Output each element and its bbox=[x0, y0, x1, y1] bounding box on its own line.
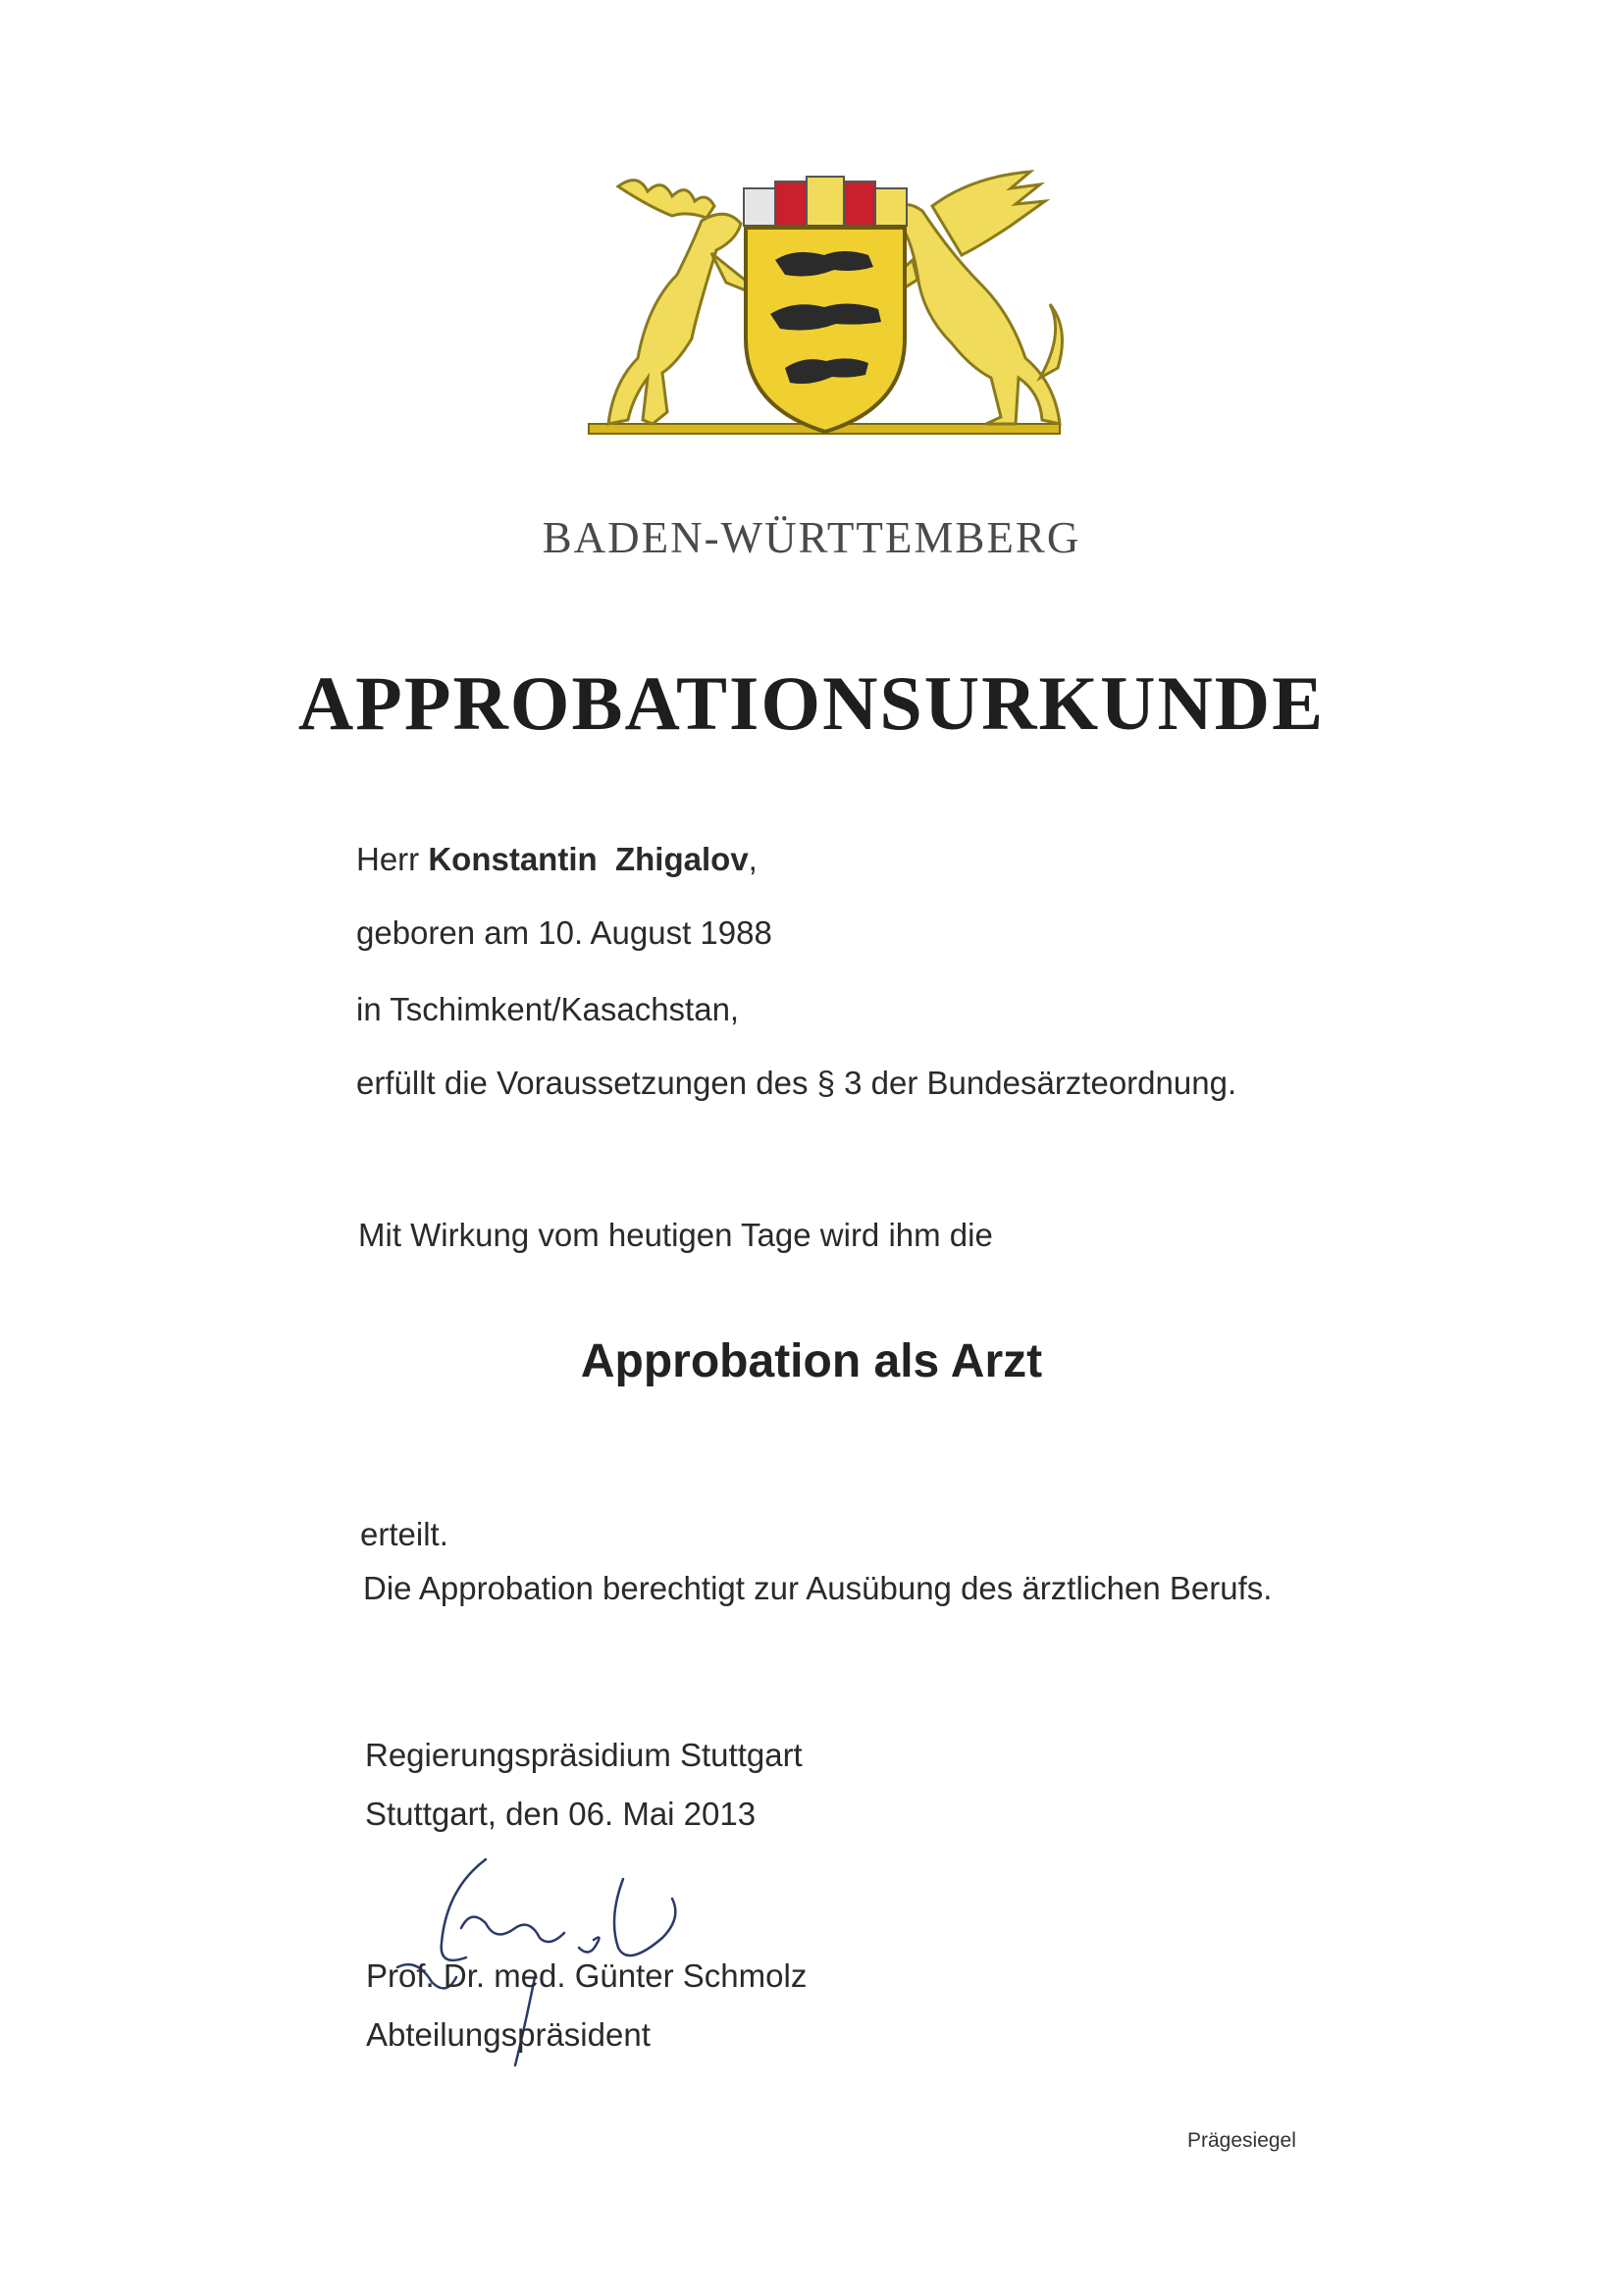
state-name: BADEN-WÜRTTEMBERG bbox=[542, 513, 1081, 562]
recipient-name: Konstantin Zhigalov bbox=[428, 841, 749, 877]
signatory-role: Abteilungspräsident bbox=[366, 2016, 651, 2053]
signatory-name: Prof. Dr. med. Günter Schmolz bbox=[366, 1957, 808, 1994]
salutation: Herr bbox=[356, 841, 420, 877]
document-title: APPROBATIONSURKUNDE bbox=[297, 660, 1326, 746]
issuing-authority: Regierungspräsidium Stuttgart bbox=[365, 1737, 803, 1773]
place-date: Stuttgart, den 06. Mai 2013 bbox=[365, 1796, 757, 1832]
effect-line: Mit Wirkung vom heutigen Tage wird ihm die bbox=[358, 1217, 993, 1253]
crown-shields bbox=[744, 177, 907, 226]
recipient-line bbox=[356, 841, 758, 878]
birth-date-line: geboren am 10. August 1988 bbox=[356, 914, 772, 951]
requirement-line: erfüllt die Voraussetzungen des § 3 der Bundesärzteordnung. bbox=[356, 1065, 1237, 1101]
granted-line: erteilt. bbox=[360, 1516, 448, 1552]
approbation-heading: Approbation als Arzt bbox=[580, 1335, 1043, 1387]
name-comma: , bbox=[748, 841, 758, 877]
seal-note: Prägesiegel bbox=[1187, 2129, 1296, 2152]
stag-supporter bbox=[608, 181, 760, 424]
authorization-line: Die Approbation berechtigt zur Ausübung des ärztlichen Berufs. bbox=[363, 1570, 1273, 1606]
coat-of-arms-emblem bbox=[579, 167, 1070, 451]
birthplace-line: in Tschimkent/Kasachstan, bbox=[356, 991, 740, 1027]
